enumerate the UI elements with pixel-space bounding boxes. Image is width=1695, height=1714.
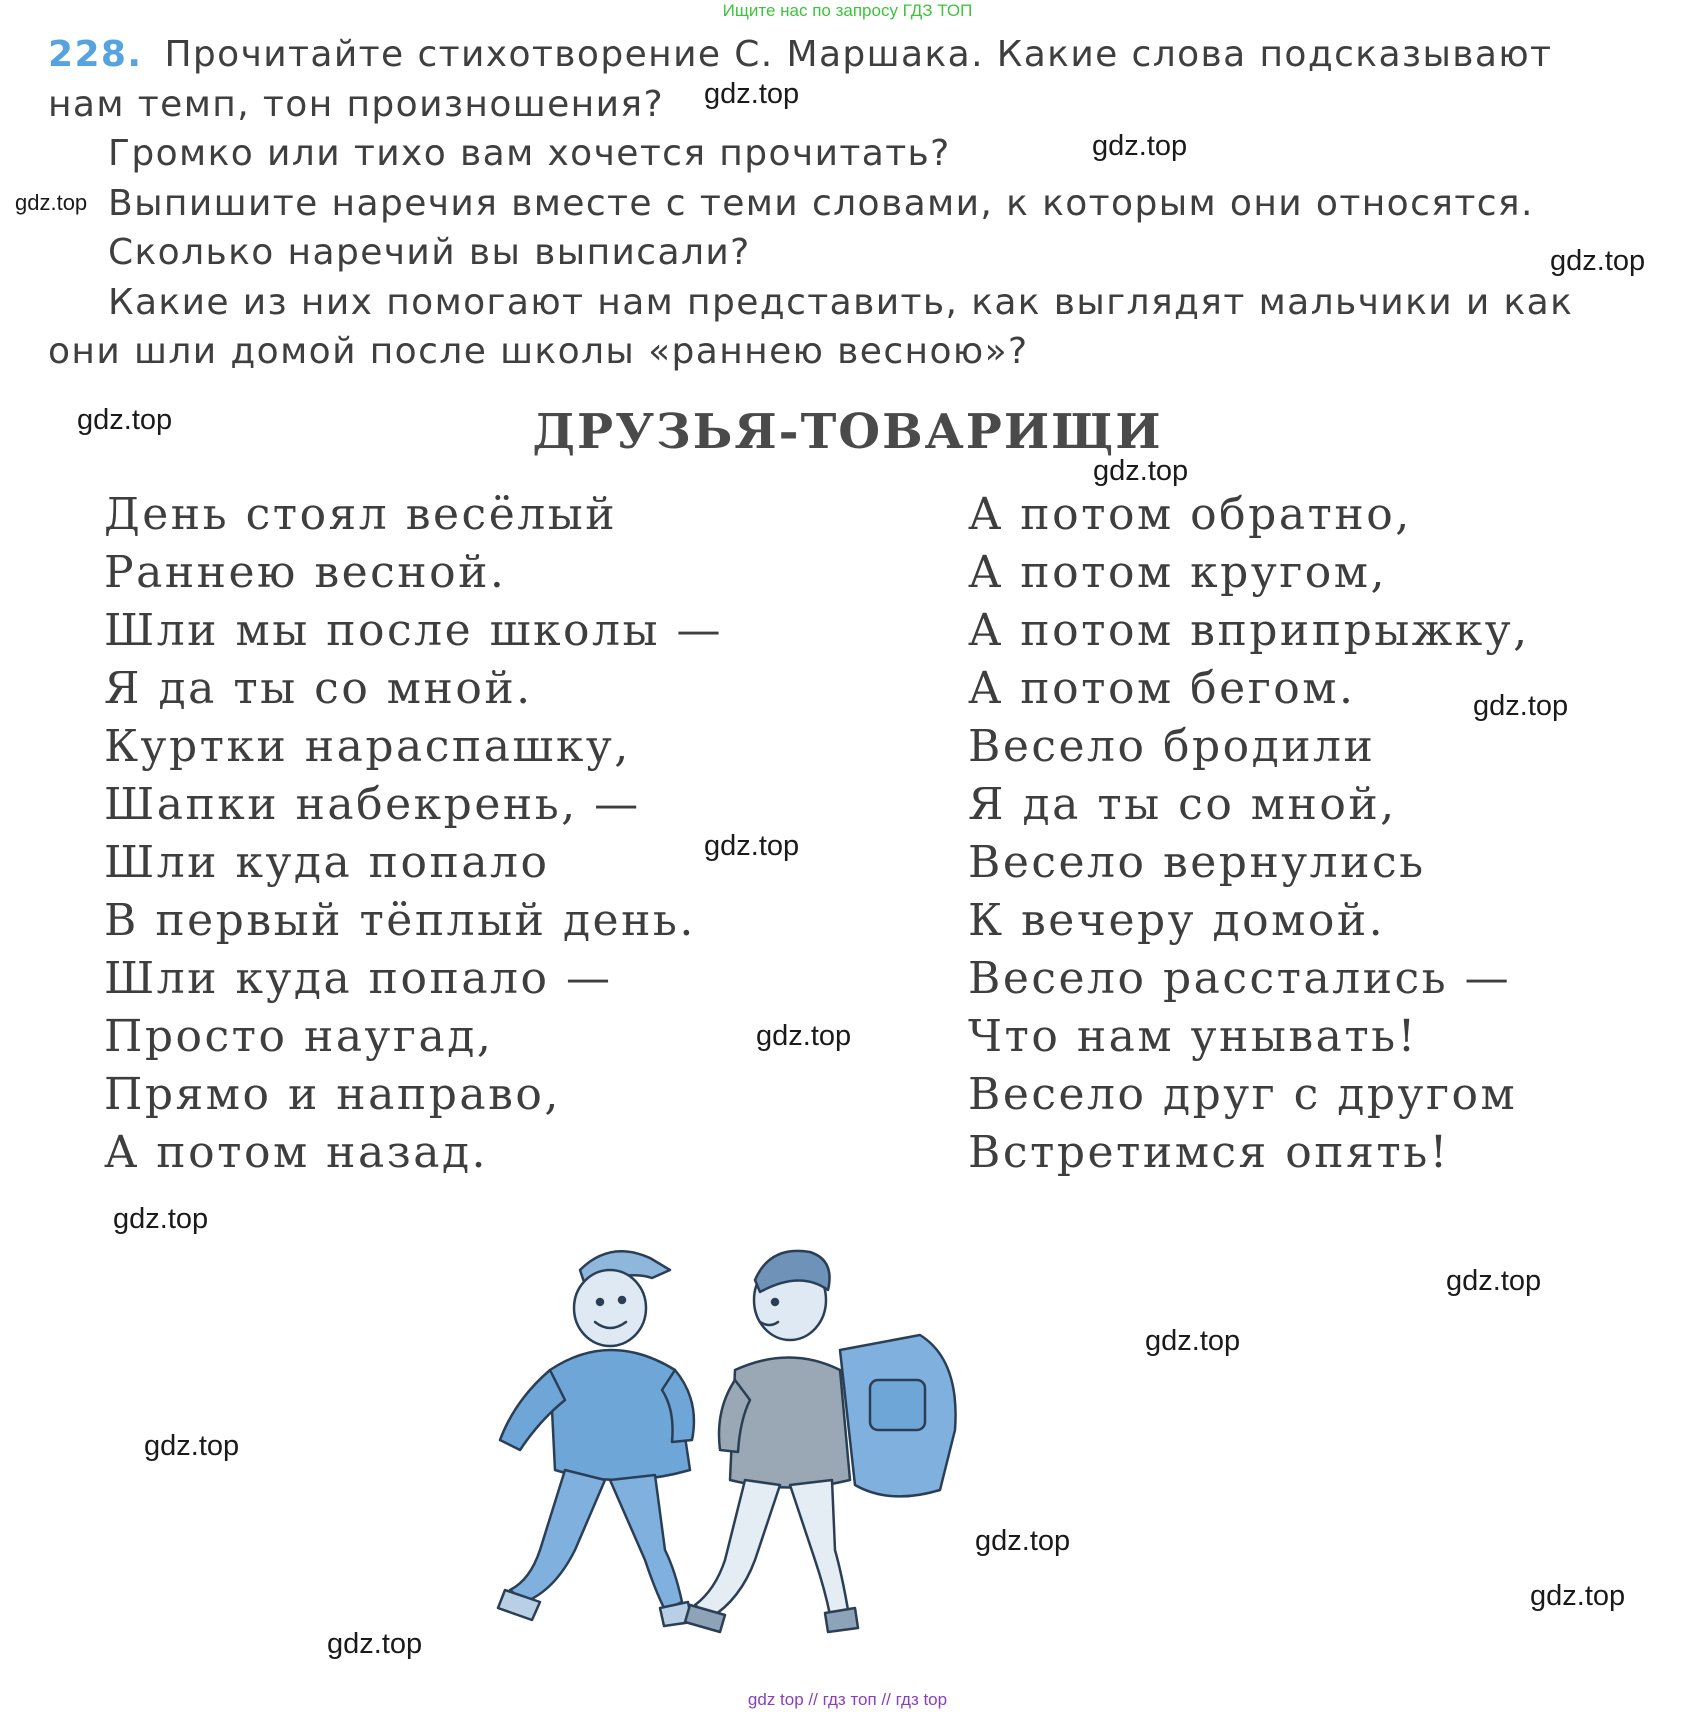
watermark: gdz.top (327, 1628, 423, 1660)
poem-line: Весело бродили (968, 721, 1376, 772)
poem-line: Я да ты со мной. (104, 663, 533, 714)
poem-line: А потом назад. (104, 1127, 489, 1178)
task-block (48, 30, 1648, 377)
watermark: gdz.top (756, 1020, 852, 1052)
watermark: gdz.top (77, 404, 173, 436)
poem-line: Шли куда попало — (104, 953, 613, 1004)
poem-line: Весело друг с другом (968, 1069, 1518, 1120)
watermark: gdz.top (1530, 1580, 1626, 1612)
poem-line: Весело расстались — (968, 953, 1512, 1004)
task-line-6: Какие из них помогают нам представить, как выглядят мальчики и как (108, 281, 1574, 323)
task-line-1 (48, 30, 1648, 80)
poem-line: Шли куда попало (104, 837, 550, 888)
task-line-4: Выпишите наречия вместе с теми словами, к которым они относятся. (108, 182, 1534, 224)
poem-line: Я да ты со мной, (968, 779, 1397, 830)
watermark: gdz.top (1446, 1265, 1542, 1297)
watermark: gdz.top (15, 190, 88, 215)
watermark: gdz.top (1473, 690, 1569, 722)
poem-line: А потом вприпрыжку, (968, 605, 1530, 656)
poem-line: Шли мы после школы — (104, 605, 723, 656)
poem-line: В первый тёплый день. (104, 895, 696, 946)
poem-title: ДРУЗЬЯ-ТОВАРИЩИ (532, 404, 1163, 460)
task-line-2: нам темп, тон произношения? (48, 83, 664, 125)
poem-line: А потом обратно, (968, 489, 1412, 540)
poem-line: Прямо и направо, (104, 1069, 561, 1120)
task-line-5: Сколько наречий вы выписали? (108, 232, 751, 273)
top-search-note: Ищите нас по запросу ГДЗ ТОП (722, 1, 973, 20)
poem-line: Просто наугад, (104, 1011, 494, 1062)
watermark: gdz.top (1093, 455, 1189, 487)
task-line-7: они шли домой после школы «раннею весною»? (48, 331, 1029, 372)
watermark: gdz.top (1092, 130, 1188, 162)
bottom-note: gdz top // гдз топ // гдз top (747, 1690, 948, 1709)
watermark: gdz.top (113, 1203, 209, 1235)
poem-left-column (104, 486, 723, 1182)
watermark: gdz.top (1550, 245, 1646, 277)
task-number: 228. (48, 34, 143, 75)
watermark: gdz.top (704, 78, 800, 110)
poem-line: А потом кругом, (968, 547, 1387, 598)
poem-right-column (968, 486, 1530, 1182)
poem-line: Раннею весной. (104, 547, 507, 598)
poem-line: Шапки набекрень, — (104, 779, 641, 830)
watermark: gdz.top (144, 1430, 240, 1462)
watermark: gdz.top (704, 830, 800, 862)
task-text-1: Прочитайте стихотворение С. Маршака. Какие слова подсказывают (164, 34, 1553, 75)
watermark: gdz.top (975, 1525, 1071, 1557)
poem-line: Куртки нараспашку, (104, 721, 631, 772)
watermark: gdz.top (1145, 1325, 1241, 1357)
poem-line: Что нам унывать! (968, 1011, 1418, 1062)
poem-line: Встретимся опять! (968, 1127, 1450, 1178)
poem-line: К вечеру домой. (968, 895, 1386, 946)
task-line-3: Громко или тихо вам хочется прочитать? (108, 133, 951, 174)
poem-line: А потом бегом. (968, 663, 1356, 714)
poem-line: Весело вернулись (968, 837, 1426, 888)
boys-illustration (470, 1230, 1080, 1660)
poem-line: День стоял весёлый (104, 489, 618, 540)
